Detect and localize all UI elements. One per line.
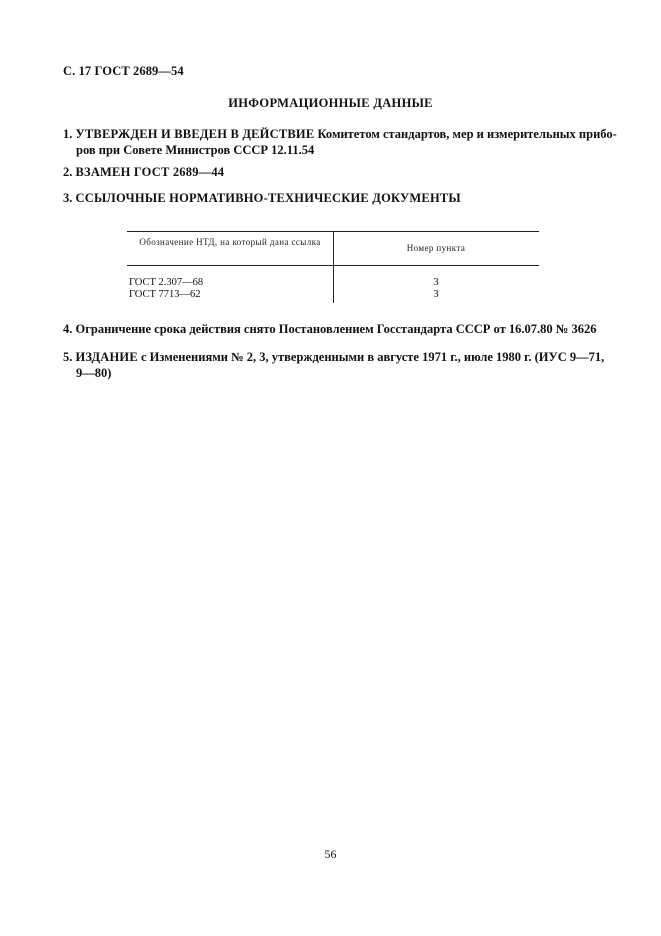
item-heading: ИЗДАНИЕ	[75, 350, 138, 364]
table-cell-document: ГОСТ 7713—62	[129, 289, 201, 300]
item-number: 4.	[63, 322, 73, 336]
item-number: 5.	[63, 350, 73, 364]
item-heading: ССЫЛОЧНЫЕ НОРМАТИВНО-ТЕХНИЧЕСКИЕ ДОКУМЕНТЫ	[75, 191, 461, 205]
info-item-approved	[63, 126, 623, 158]
table-row	[127, 277, 539, 289]
page-number: 56	[324, 847, 337, 861]
item-text: с Изменениями № 2, 3, утвержденными в августе 1971 г., июле 1980 г. (ИУС 9—71,	[141, 350, 605, 364]
info-item-replaces	[63, 164, 224, 180]
table-row	[127, 289, 539, 301]
item-heading: ВЗАМЕН ГОСТ 2689—44	[75, 165, 225, 179]
table-header-clause: Номер пункта	[406, 243, 466, 253]
table-cell-clause: 3	[433, 277, 439, 288]
item-text: Ограничение срока действия снято Постановлением Госстандарта СССР от 16.07.80 № 3626	[75, 322, 597, 336]
item-heading: УТВЕРЖДЕН И ВВЕДЕН В ДЕЙСТВИЕ	[75, 127, 315, 141]
section-title: ИНФОРМАЦИОННЫЕ ДАННЫЕ	[228, 96, 433, 110]
item-text: Комитетом стандартов, мер и измерительных прибо-	[317, 127, 617, 141]
item-number: 1.	[63, 127, 73, 141]
item-number: 3.	[63, 191, 73, 205]
item-continuation: 9—80)	[76, 366, 112, 380]
item-number: 2.	[63, 165, 73, 179]
page-header: С. 17 ГОСТ 2689—54	[63, 64, 184, 78]
table-header-document: Обозначение НТД, на который дана ссылка	[139, 237, 321, 247]
info-item-references	[63, 190, 461, 206]
item-continuation: ров при Совете Министров СССР 12.11.54	[76, 143, 315, 157]
table-header-divider	[127, 265, 539, 266]
table-cell-clause: 3	[433, 289, 439, 300]
reference-documents-table	[127, 231, 539, 303]
info-item-edition	[63, 349, 623, 381]
table-cell-document: ГОСТ 2.307—68	[129, 277, 204, 288]
info-item-validity	[63, 321, 623, 337]
